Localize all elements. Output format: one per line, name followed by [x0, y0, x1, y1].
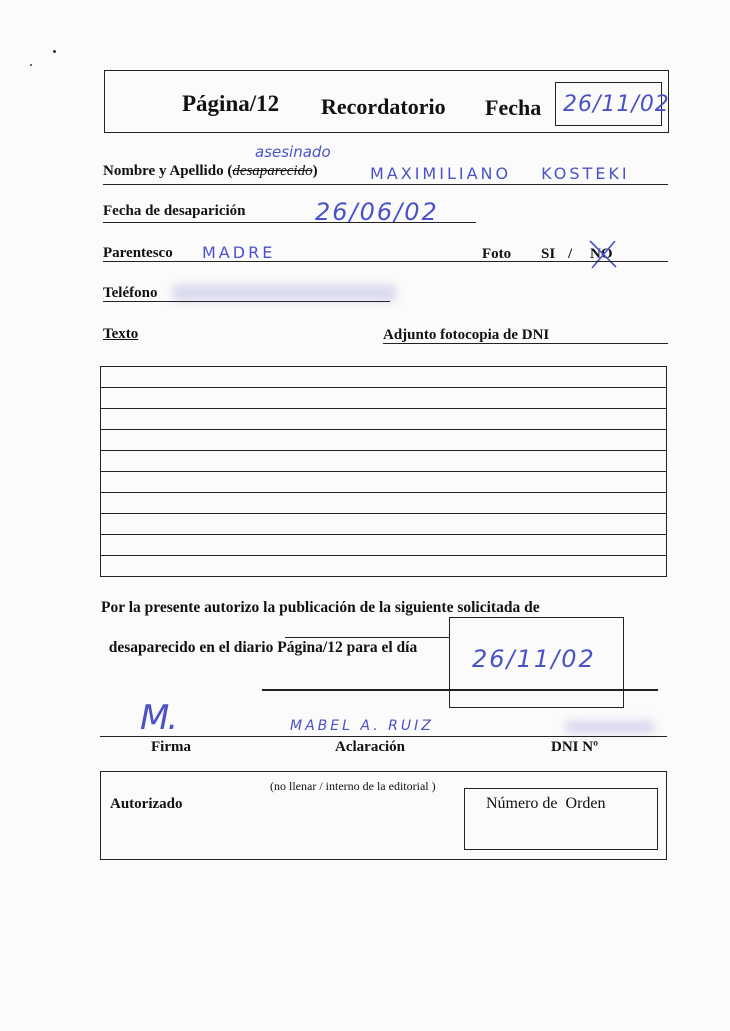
text-label: Texto: [103, 326, 139, 342]
text-line: [101, 408, 666, 409]
dni-redacted: [565, 720, 655, 734]
date-handwritten: 26/11/02: [563, 92, 670, 117]
relationship-label: Parentesco: [103, 245, 173, 261]
form-title: Recordatorio: [321, 94, 446, 119]
authorization-newspaper: Página/12: [277, 639, 343, 656]
relationship-underline: [103, 261, 668, 262]
photo-separator: /: [568, 246, 573, 262]
phone-redacted: [172, 284, 397, 302]
date-label: Fecha: [485, 95, 542, 120]
authorization-line-2-prefix: desaparecido en el diario: [108, 639, 278, 656]
text-box[interactable]: [100, 366, 667, 577]
text-line: [101, 471, 666, 472]
authorization-line-1: Por la presente autorizo la publicación de la siguiente solicitada de: [101, 599, 540, 616]
text-line: [101, 429, 666, 430]
text-line: [101, 450, 666, 451]
text-line: [101, 534, 666, 535]
clarification-label: Aclaración: [335, 739, 405, 755]
name-value-handwritten: MAXIMILIANO KOSTEKI: [370, 164, 630, 183]
photo-no-cross-mark: [586, 238, 620, 270]
authorization-date-underline: [285, 637, 450, 638]
name-underline: [103, 184, 668, 185]
clarification-handwritten: MABEL A. RUIZ: [290, 718, 434, 734]
signature-label: Firma: [151, 739, 191, 755]
signature-underline: [100, 736, 667, 737]
authorized-label: Autorizado: [110, 796, 183, 812]
relationship-value-handwritten: MADRE: [202, 243, 276, 262]
name-close-paren: ): [312, 163, 318, 179]
text-line: [101, 492, 666, 493]
dni-copy-label: Adjunto fotocopia de DNI: [383, 327, 550, 343]
stray-mark: [53, 50, 56, 53]
disappearance-date-handwritten: 26/06/02: [315, 198, 439, 226]
authorization-line-2: [101, 621, 417, 657]
publish-date-rule: [262, 689, 658, 691]
phone-label: Teléfono: [103, 285, 158, 301]
photo-yes[interactable]: SI: [541, 246, 556, 262]
name-label-text: Nombre y Apellido (: [103, 163, 233, 179]
photo-label: Foto: [482, 246, 512, 262]
newspaper-title: Página/12: [182, 91, 280, 116]
disappearance-label: Fecha de desaparición: [103, 203, 246, 219]
text-line: [101, 555, 666, 556]
phone-underline: [103, 301, 390, 302]
dni-label: DNI Nº: [551, 739, 599, 755]
name-label: [103, 163, 318, 180]
text-line: [101, 387, 666, 388]
publish-date-handwritten: 26/11/02: [472, 645, 596, 673]
photo-no[interactable]: NO: [590, 246, 613, 262]
order-number-label: Número de Orden: [486, 795, 606, 812]
authorization-line-2-suffix: para el día: [342, 639, 418, 656]
stray-mark: [30, 64, 32, 66]
dni-copy-underline: [383, 343, 668, 344]
name-correction-handwritten: asesinado: [255, 143, 331, 161]
name-struck-word: desaparecido: [232, 163, 313, 179]
signature-handwritten: M.: [140, 698, 177, 738]
text-line: [101, 513, 666, 514]
disappearance-underline: [103, 222, 476, 223]
editorial-note: (no llenar / interno de la editorial ): [270, 779, 436, 793]
